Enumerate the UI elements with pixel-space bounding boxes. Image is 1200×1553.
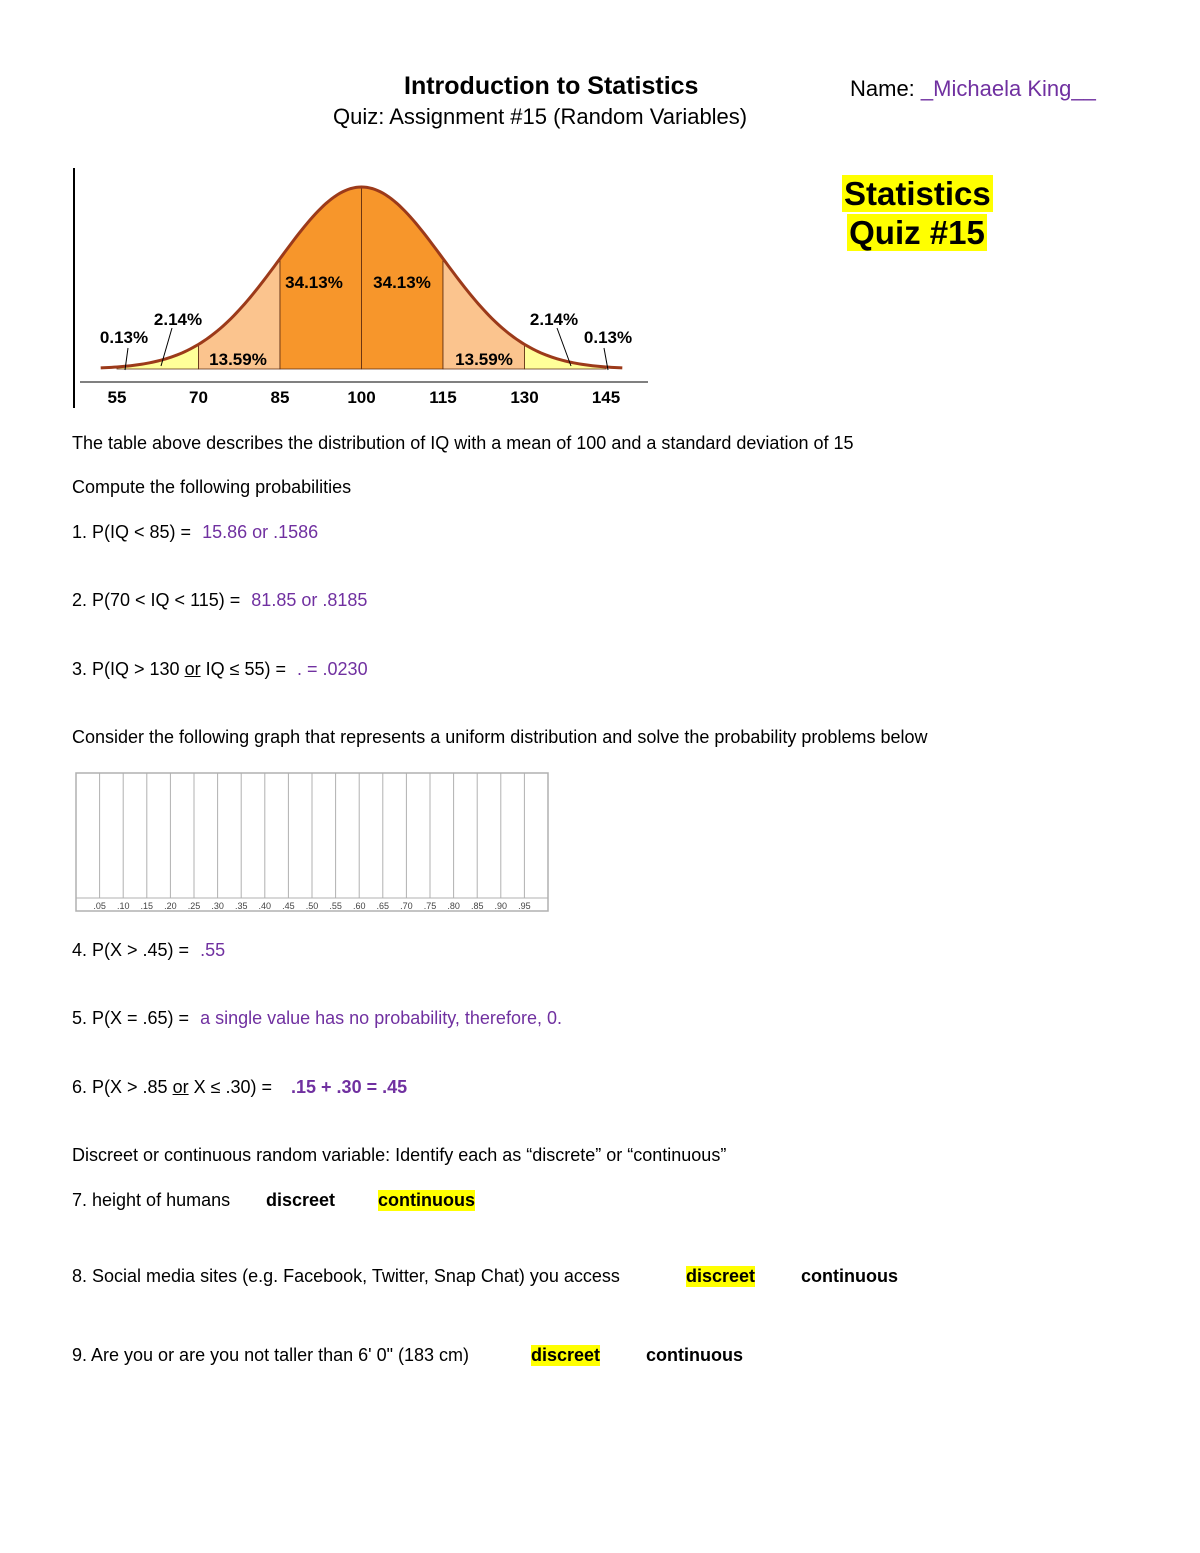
name-value: _Michaela King__: [920, 76, 1096, 101]
question-2-text: 2. P(70 < IQ < 115) =: [72, 590, 241, 610]
question-3-text-pre: 3. P(IQ > 130: [72, 659, 185, 679]
uniform-tick-label: .65: [376, 901, 390, 911]
question-4: [72, 940, 225, 961]
uniform-tick-label: .85: [470, 901, 484, 911]
question-3-text-post: IQ ≤ 55) =: [200, 659, 286, 679]
uniform-tick-label: .25: [187, 901, 201, 911]
tick-label-70: 70: [189, 388, 208, 407]
question-9-option-discreet: discreet: [531, 1345, 601, 1365]
uniform-distribution-chart: [75, 772, 551, 914]
question-7-option-continuous: continuous: [378, 1190, 475, 1210]
label-mid-left: 13.59%: [209, 350, 267, 369]
distribution-description: The table above describes the distribution of IQ with a mean of 100 and a standard deviation of 15: [72, 433, 854, 453]
tick-label-115: 115: [429, 388, 457, 407]
answer-1: 15.86 or .1586: [202, 522, 319, 542]
normal-distribution-chart: [60, 160, 670, 415]
question-8-option-discreet: discreet: [686, 1266, 756, 1286]
question-5: [72, 1008, 562, 1029]
question-9-option-continuous: continuous: [646, 1345, 743, 1365]
uniform-tick-label: .35: [234, 901, 248, 911]
question-1: [72, 522, 318, 543]
distribution-bands: [117, 187, 606, 369]
label-outer-right: 2.14%: [529, 310, 579, 329]
tick-label-100: 100: [347, 388, 376, 407]
question-3: [72, 659, 368, 680]
uniform-tick-label: .05: [93, 901, 106, 911]
tick-label-55: 55: [107, 388, 127, 407]
uniform-tick-label: .75: [423, 901, 437, 911]
uniform-tick-label: .30: [211, 901, 224, 911]
name-label: Name:: [850, 76, 915, 101]
question-6-or: or: [172, 1077, 189, 1097]
question-8-option-continuous: continuous: [801, 1266, 898, 1286]
uniform-tick-label: .60: [352, 901, 366, 911]
question-2: [72, 590, 367, 611]
answer-5: a single value has no probability, therefore, 0.: [200, 1008, 562, 1028]
student-name: [850, 76, 1096, 102]
question-4-text: 4. P(X > .45) =: [72, 940, 190, 960]
quiz-badge: [842, 174, 992, 252]
label-outer-left: 2.14%: [153, 310, 203, 329]
question-7-text: 7. height of humans: [72, 1190, 231, 1210]
uniform-tick-label: .80: [447, 901, 460, 911]
tick-label-85: 85: [270, 388, 290, 407]
uniform-tick-label: .95: [518, 901, 531, 911]
label-center-left: 34.13%: [285, 273, 343, 292]
uniform-tick-label: .15: [140, 901, 154, 911]
uniform-tick-label: .50: [305, 901, 319, 911]
label-center-right: 34.13%: [373, 273, 431, 292]
chart-tick-labels: [108, 388, 621, 407]
uniform-tick-label: .45: [282, 901, 295, 911]
label-tail-left: 0.13%: [99, 328, 149, 347]
uniform-tick-label: .10: [116, 901, 130, 911]
question-6: [72, 1077, 407, 1098]
uniform-tick-label: .70: [400, 901, 413, 911]
answer-3: . = .0230: [297, 659, 368, 679]
tick-label-145: 145: [591, 388, 621, 407]
question-9-text: 9. Are you or are you not taller than 6' 0" (183 cm): [72, 1345, 470, 1365]
question-6-text-pre: 6. P(X > .85: [72, 1077, 173, 1097]
question-3-or: or: [184, 659, 201, 679]
compute-instruction: Compute the following probabilities: [72, 477, 352, 497]
question-1-text: 1. P(IQ < 85) =: [72, 522, 192, 542]
answer-6: .15 + .30 = .45: [291, 1077, 408, 1097]
badge-line-1: Statistics: [844, 175, 991, 212]
answer-4: .55: [200, 940, 226, 960]
label-tail-right: 0.13%: [583, 328, 633, 347]
question-5-text: 5. P(X = .65) =: [72, 1008, 190, 1028]
document-subtitle: Quiz: Assignment #15 (Random Variables): [333, 104, 748, 129]
uniform-tick-label: .55: [329, 901, 342, 911]
answer-2: 81.85 or .8185: [251, 590, 368, 610]
uniform-tick-label: .20: [164, 901, 177, 911]
uniform-intro: Consider the following graph that represents a uniform distribution and solve the probability problems below: [72, 727, 928, 747]
question-7-option-discreet: discreet: [266, 1190, 336, 1210]
discrete-intro: Discreet or continuous random variable: Identify each as “discrete” or “continuous”: [72, 1145, 727, 1165]
question-8-text: 8. Social media sites (e.g. Facebook, Twitter, Snap Chat) you access: [72, 1266, 620, 1286]
document-title: Introduction to Statistics: [404, 72, 699, 100]
badge-line-2: Quiz #15: [849, 214, 985, 251]
question-6-text-post: X ≤ .30) =: [188, 1077, 272, 1097]
uniform-tick-label: .90: [494, 901, 508, 911]
uniform-tick-label: .40: [258, 901, 272, 911]
tick-label-130: 130: [510, 388, 539, 407]
label-mid-right: 13.59%: [455, 350, 513, 369]
